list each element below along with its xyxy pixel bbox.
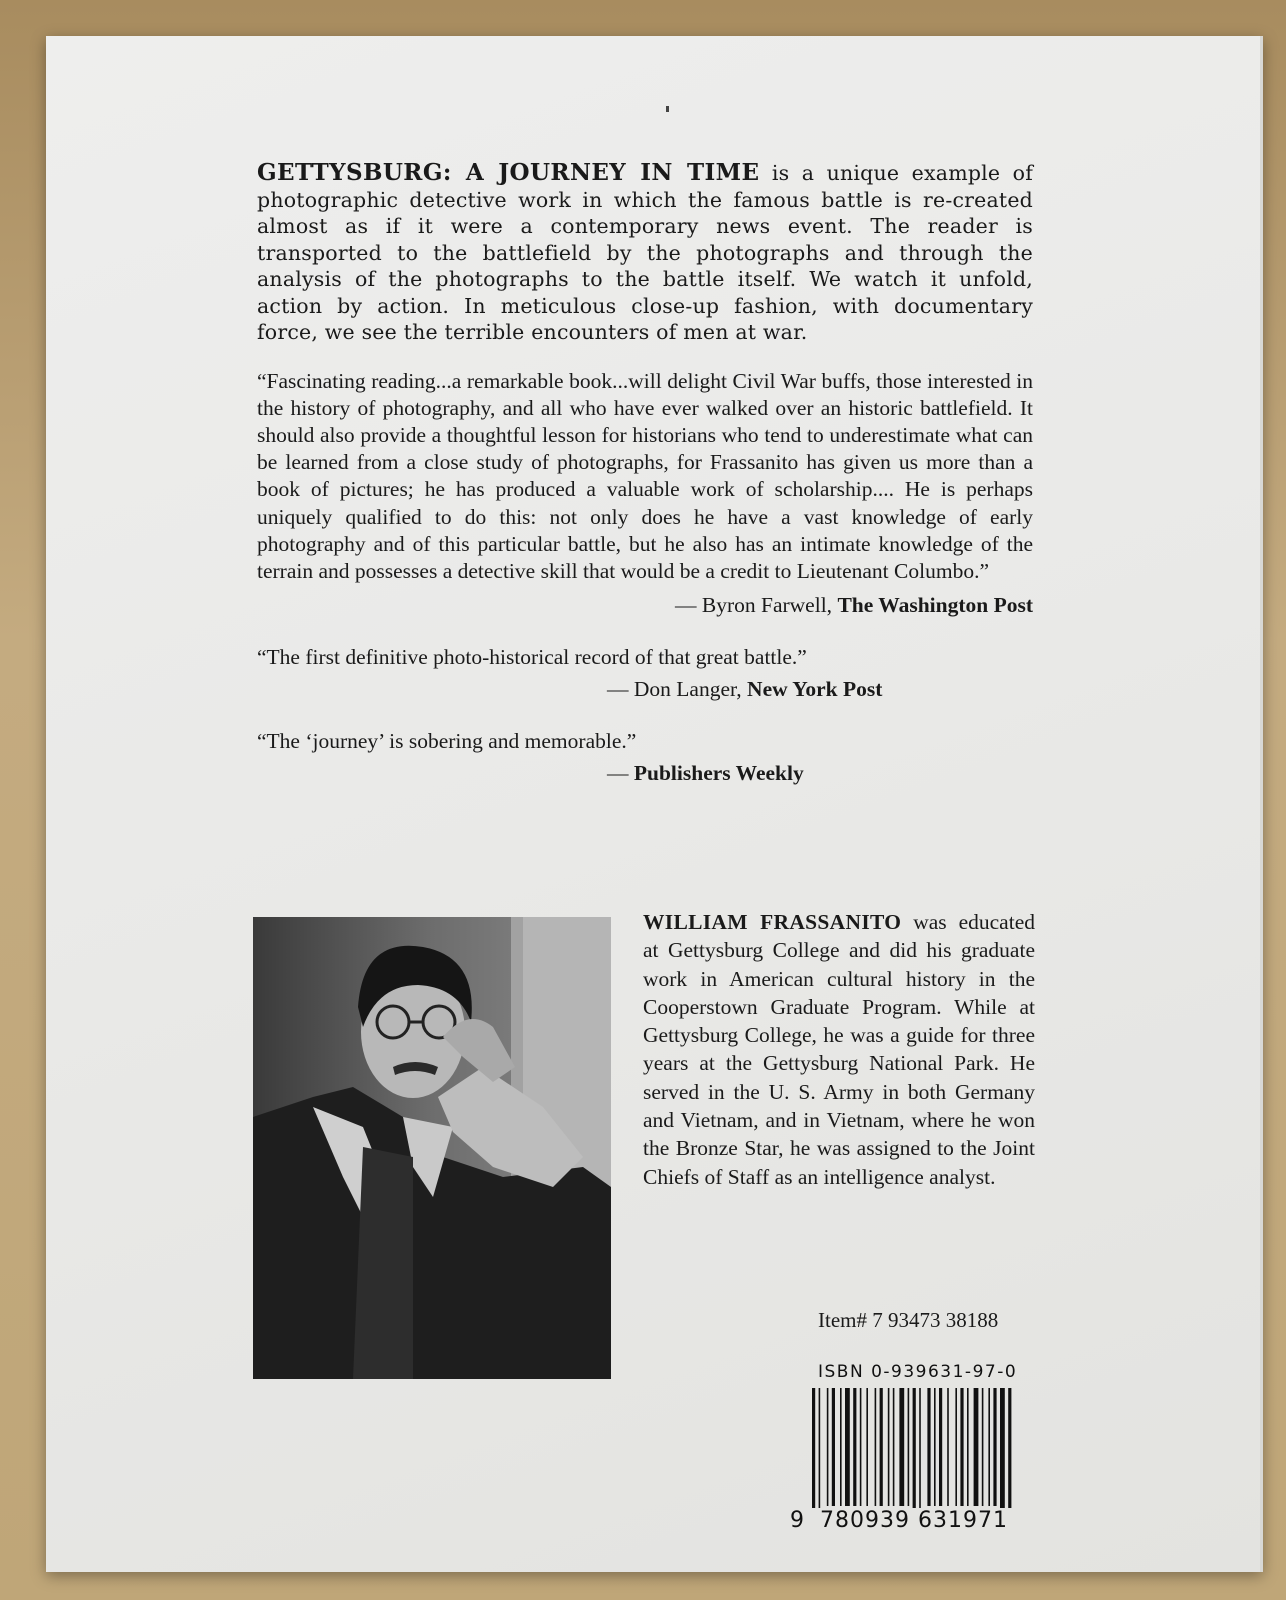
review-source-3: Publishers Weekly xyxy=(633,761,804,786)
barcode-bar xyxy=(880,1388,883,1506)
barcode-bar xyxy=(893,1388,895,1506)
review-attribution-3 xyxy=(607,759,1033,787)
review-quote-3: “The ‘journey’ is sobering and memorable.” xyxy=(257,729,637,754)
barcode-bar xyxy=(934,1388,936,1506)
barcode-bar xyxy=(832,1388,835,1506)
review-source-2: New York Post xyxy=(747,677,883,702)
barcode-bar xyxy=(875,1388,877,1506)
barcode xyxy=(790,1388,1038,1540)
blurb-text: is a unique example of photographic detective work in which the famous battle is re-created almost as if it were a contemporary news event. The reader is transported to the battlefield by the photographs and through the analysis of the photographs to the battle itself. We watch it unfold, action by action. In meticulous close-up fashion, with documentary force, we see the terrible encounters of men at war. xyxy=(257,161,1034,344)
author-name: WILLIAM FRASSANITO xyxy=(643,910,902,934)
author-portrait-image xyxy=(253,917,611,1379)
speck xyxy=(666,106,669,112)
review-author-1: — Byron Farwell, xyxy=(675,593,838,618)
blurb-paragraph xyxy=(257,160,1033,346)
book-title: GETTYSBURG: A JOURNEY IN TIME xyxy=(257,159,760,186)
review-attribution-1 xyxy=(257,591,1033,619)
barcode-number xyxy=(790,1508,1030,1538)
item-number: Item# 7 93473 38188 xyxy=(818,1308,999,1332)
barcode-group-1: 780939 xyxy=(820,1508,910,1533)
barcode-bar xyxy=(947,1388,949,1506)
barcode-bar xyxy=(1008,1388,1011,1508)
barcode-bar xyxy=(866,1388,868,1506)
barcode-bar xyxy=(860,1388,862,1506)
barcode-bar xyxy=(899,1388,904,1506)
barcode-bar xyxy=(967,1388,969,1506)
author-bio-text: was educated at Gettysburg College and did his graduate work in American cultural history in the Cooperstown Graduate Program. While at Gettysburg College, he was a guide for three years at the Gettysburg National Park. He served in the U. S. Army in both Germany and Vietnam, and in Vietnam, where he won the Bronze Star, he was assigned to the Joint Chiefs of Staff as an intelligence analyst. xyxy=(643,910,1035,1189)
barcode-bar xyxy=(955,1388,957,1506)
barcode-bar xyxy=(840,1388,842,1506)
review-quote-2: “The first definitive photo-historical record of that great battle.” xyxy=(257,645,807,670)
barcode-bar xyxy=(819,1388,821,1508)
author-photo xyxy=(253,917,611,1379)
cover-text xyxy=(257,160,1033,787)
barcode-bar xyxy=(988,1388,990,1506)
barcode-group-2: 631971 xyxy=(918,1508,1008,1533)
barcode-bar xyxy=(827,1388,829,1506)
barcode-bar xyxy=(927,1388,930,1506)
barcode-bar xyxy=(960,1388,963,1506)
review-author-2: — Don Langer, xyxy=(607,677,748,702)
barcode-bar xyxy=(1000,1388,1005,1508)
barcode-bars xyxy=(812,1388,1042,1508)
barcode-bar xyxy=(853,1388,856,1506)
barcode-bar xyxy=(812,1388,815,1508)
review-quote-1: “Fascinating reading...a remarkable book...will delight Civil War buffs, those interested in the history of photography, and all who have ever walked over an historic battlefield. It should also provide a thoughtful lesson for historians who tend to underestimate what can be learned from a close study of photographs, for Frassanito has given us more than a book of pictures; he has produced a valuable work of scholarship.... He is perhaps uniquely qualified to do this: not only does he have a vast knowledge of early photography and of this particular battle, but he also has an intimate knowledge of the terrain and possesses a detective skill that would be a credit to Lieutenant Columbo.” xyxy=(257,368,1033,583)
barcode-bar xyxy=(982,1388,984,1506)
author-bio xyxy=(643,908,1035,1191)
barcode-bar xyxy=(845,1388,850,1506)
barcode-bar xyxy=(974,1388,979,1506)
isbn-label: ISBN 0-939631-97-0 xyxy=(818,1362,1018,1382)
barcode-bar xyxy=(939,1388,942,1506)
barcode-bar xyxy=(919,1388,921,1508)
barcode-bar xyxy=(913,1388,916,1508)
review-attribution-2 xyxy=(607,675,1033,703)
review-author-3: — xyxy=(607,761,634,786)
barcode-lead-digit: 9 xyxy=(790,1508,804,1533)
barcode-bar xyxy=(888,1388,890,1506)
barcode-bar xyxy=(908,1388,910,1506)
barcode-bar xyxy=(993,1388,996,1506)
review-source-1: The Washington Post xyxy=(837,593,1033,618)
